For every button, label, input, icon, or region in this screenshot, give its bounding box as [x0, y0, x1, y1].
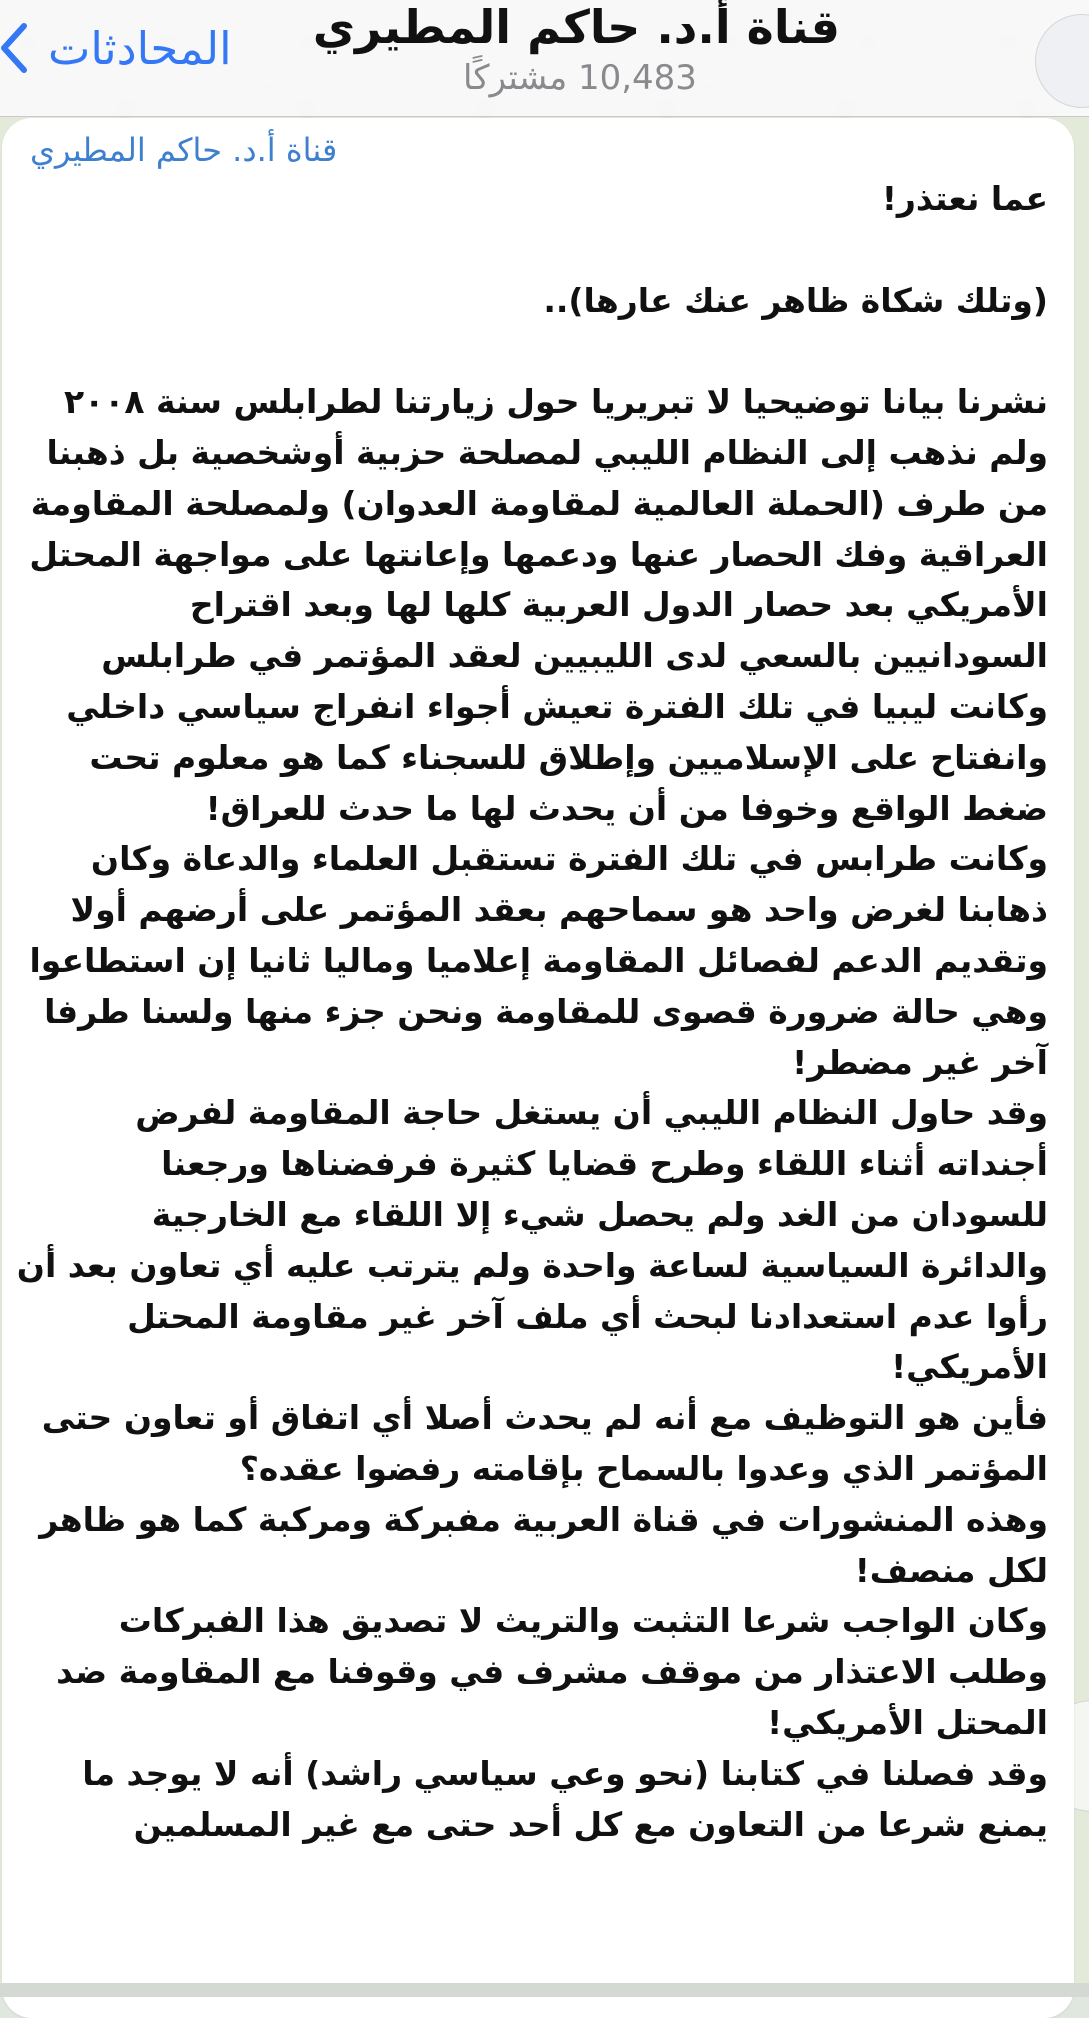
title-area[interactable] — [312, 0, 840, 98]
message-paragraph: عما نعتذر! — [881, 179, 1048, 218]
sender-name[interactable]: قناة أ.د. حاكم المطيري — [30, 131, 338, 169]
channel-avatar[interactable] — [1035, 14, 1089, 108]
back-label: المحادثات — [48, 21, 232, 75]
message-paragraph: وقد فصلنا في كتابنا (نحو وعي سياسي راشد) أنه لا يوجد ما يمنع شرعا من التعاون مع كل أحد حتى مع غير المسلمين — [82, 1753, 1048, 1844]
message-paragraph: وكانت طرابس في تلك الفترة تستقبل العلماء والدعاة وكان ذهابنا لغرض واحد هو سماحهم بعقد المؤتمر على أرضهم أولا وتقديم الدعم لفصائل المقاومة إعلاميا وماليا ثانيا إن استطاعوا — [29, 839, 1048, 980]
channel-title: قناة أ.د. حاكم المطيري — [312, 0, 840, 54]
message-paragraph: فأين هو التوظيف مع أنه لم يحدث أصلا أي اتفاق أو تعاون حتى المؤتمر الذي وعدوا بالسماح بإقامته رفضوا عقده؟ — [41, 1398, 1048, 1488]
message-paragraph: (وتلك شكاة ظاهر عنك عارها).. — [543, 280, 1048, 320]
chevron-left-icon — [0, 22, 28, 74]
message-text — [16, 174, 1048, 1850]
message-bubble[interactable] — [2, 118, 1074, 2018]
paragraph-spacer — [16, 225, 1048, 276]
message-paragraph: وهي حالة ضرورة قصوى للمقاومة ونحن جزء منها ولسنا طرفا آخر غير مضطر! — [44, 991, 1048, 1082]
message-paragraph: وقد حاول النظام الليبي أن يستغل حاجة المقاومة لفرض أجنداته أثناء اللقاء وطرح قضايا كثيرة فرفضناها ورجعنا للسودان من الغد ولم يحصل شيء إلا اللقاء مع الخارجية والدائرة السياسية لساعة واحدة ولم يترتب عليه أي تعاون بعد أن رأوا عدم استعدادنا لبحث أي ملف آخر غير مقاومة المحتل الأمريكي! — [16, 1093, 1048, 1387]
paragraph-spacer — [16, 326, 1048, 377]
message-paragraph: نشرنا بيانا توضيحيا لا تبريريا حول زيارتنا لطرابلس سنة ٢٠٠٨ — [63, 382, 1048, 422]
back-button[interactable] — [0, 8, 280, 88]
chat-header — [0, 0, 1089, 117]
bottom-edge — [0, 1983, 1089, 1997]
subscriber-count: 10,483 مشتركًا — [463, 58, 697, 98]
message-paragraph: وكان الواجب شرعا التثبت والتريث لا تصديق هذا الفبركات وطلب الاعتذار من موقف مشرف في وقوفنا مع المقاومة ضد المحتل الأمريكي! — [56, 1601, 1048, 1742]
message-paragraph: وهذه المنشورات في قناة العربية مفبركة ومركبة كما هو ظاهر لكل منصف! — [39, 1499, 1048, 1590]
message-paragraph: ولم نذهب إلى النظام الليبي لمصلحة حزبية أوشخصية بل ذهبنا من طرف (الحملة العالمية لمقاومة العدوان) ولمصلحة المقاومة العراقية وفك الحصار عنها ودعمها وإعانتها على مواجهة المحتل الأمريكي بعد حصار الدول العربية كلها لها وبعد اقتراح السودانيين بالسعي لدى الليبيين لعقد المؤتمر في طرابلس وكانت ليبيا في تلك الفترة تعيش أجواء انفراج سياسي داخلي وانفتاح على الإسلاميين وإطلاق للسجناء كما هو معلوم تحت ضغط الواقع وخوفا من أن يحدث لها ما حدث للعراق! — [29, 432, 1048, 828]
